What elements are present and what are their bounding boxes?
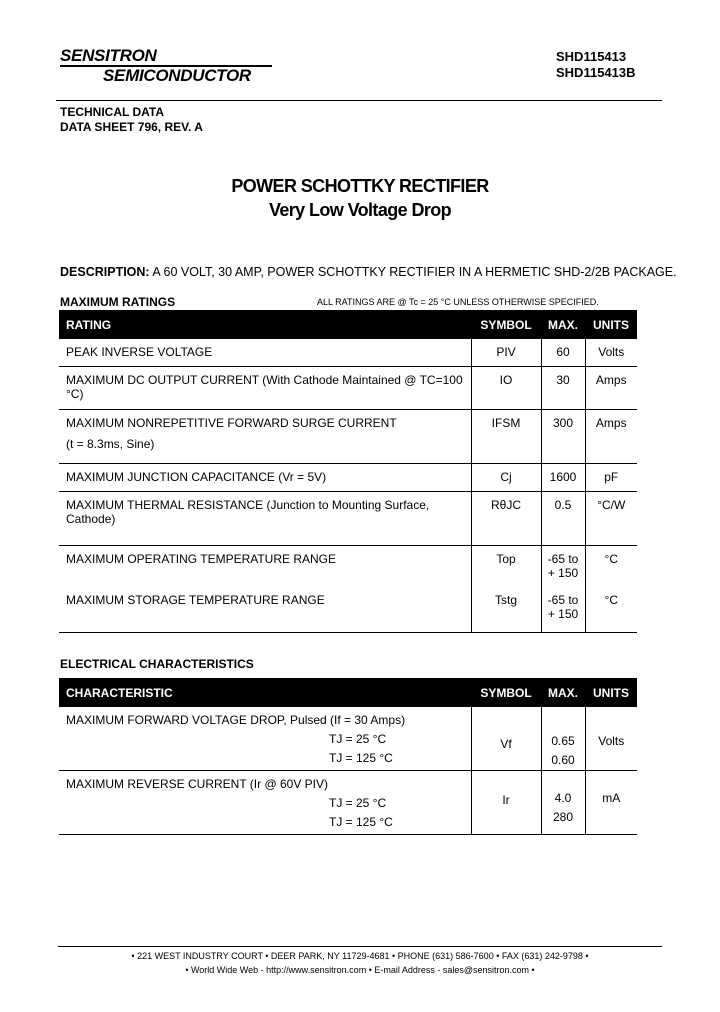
characteristic-cell [59, 770, 471, 834]
max-line-1: 0.65 [551, 734, 575, 748]
symbol-cell: RθJC [471, 491, 541, 545]
col-header-rating: RATING [59, 310, 471, 339]
table-row [59, 707, 637, 770]
col-header-units: UNITS [585, 310, 637, 339]
symbol-cell: Top [471, 545, 541, 587]
part-number-1: SHD115413 [556, 49, 627, 64]
max-cell: 30 [541, 366, 585, 409]
characteristic-label: MAXIMUM REVERSE CURRENT (Ir @ 60V PIV) [66, 776, 328, 791]
table-row [59, 366, 637, 409]
max-cell [541, 587, 585, 632]
company-name-line1: SENSITRON [60, 46, 157, 65]
max-line-1: -65 to [547, 593, 579, 607]
footer-address: • 221 WEST INDUSTRY COURT • DEER PARK, NY 11729-4681 • PHONE (631) 586-7600 • FAX (631) 242-9798 • [131, 951, 589, 961]
table-header-row [59, 678, 637, 707]
rating-cell: MAXIMUM OPERATING TEMPERATURE RANGE [66, 551, 337, 566]
max-line-1: -65 to [547, 551, 579, 566]
characteristic-label: MAXIMUM FORWARD VOLTAGE DROP, Pulsed (If = 30 Amps) [66, 713, 406, 727]
electrical-heading: ELECTRICAL CHARACTERISTICS [60, 657, 254, 671]
symbol-cell: Vf [471, 707, 541, 770]
table-row [59, 491, 637, 545]
units-cell: Volts [585, 707, 637, 770]
units-cell: °C/W [585, 491, 637, 545]
temp-condition-2: TJ = 125 °C [329, 751, 393, 765]
part-number-2: SHD115413B [556, 65, 636, 80]
temp-condition-2: TJ = 125 °C [329, 814, 393, 829]
symbol-cell: IFSM [471, 409, 541, 463]
symbol-cell: IO [471, 366, 541, 409]
description-text: A 60 VOLT, 30 AMP, POWER SCHOTTKY RECTIFIER IN A HERMETIC SHD-2/2B PACKAGE. [149, 265, 677, 279]
max-cell: 60 [541, 339, 585, 366]
units-cell: pF [585, 463, 637, 491]
company-name-line2: SEMICONDUCTOR [103, 66, 251, 85]
units-cell: Amps [585, 409, 637, 463]
max-cell [541, 707, 585, 770]
max-cell [541, 545, 585, 587]
table-row [59, 587, 637, 632]
footer-rule [58, 946, 662, 947]
description-label: DESCRIPTION: [60, 265, 150, 279]
rating-cell: PEAK INVERSE VOLTAGE [59, 339, 471, 366]
col-header-max: MAX. [541, 678, 585, 707]
symbol-cell: PIV [471, 339, 541, 366]
symbol-cell: Cj [471, 463, 541, 491]
max-ratings-table [59, 310, 637, 633]
symbol-cell: Ir [471, 770, 541, 834]
max-cell [541, 770, 585, 834]
max-line-2: + 150 [547, 607, 579, 621]
max-line-1: 4.0 [554, 790, 572, 805]
max-line-2: + 150 [547, 565, 579, 580]
max-cell: 1600 [541, 463, 585, 491]
units-cell: mA [585, 770, 637, 834]
document-subtitle: Very Low Voltage Drop [268, 200, 452, 220]
rating-cell: MAXIMUM JUNCTION CAPACITANCE (Vr = 5V) [59, 463, 471, 491]
max-line-2: 0.60 [551, 753, 575, 767]
temp-condition-1: TJ = 25 °C [329, 732, 387, 746]
rating-subtext: (t = 8.3ms, Sine) [66, 436, 155, 451]
temp-condition-1: TJ = 25 °C [329, 795, 387, 810]
ratings-note: ALL RATINGS ARE @ Tc = 25 °C UNLESS OTHERWISE SPECIFIED. [317, 297, 599, 307]
description [60, 265, 677, 279]
header-rule [56, 100, 662, 101]
max-cell: 300 [541, 409, 585, 463]
rating-cell [59, 409, 471, 463]
table-header-row [59, 310, 637, 339]
rating-cell: MAXIMUM THERMAL RESISTANCE (Junction to Mounting Surface, Cathode) [59, 491, 471, 545]
datasheet-revision: DATA SHEET 796, REV. A [60, 120, 203, 134]
footer-web: • World Wide Web - http://www.sensitron.com • E-mail Address - sales@sensitron.com • [185, 965, 535, 975]
rating-text: MAXIMUM NONREPETITIVE FORWARD SURGE CURRENT [66, 415, 397, 430]
table-row [59, 409, 637, 463]
col-header-characteristic: CHARACTERISTIC [59, 678, 471, 707]
max-ratings-heading: MAXIMUM RATINGS [60, 295, 176, 309]
characteristic-cell [59, 707, 471, 770]
units-cell: °C [585, 545, 637, 587]
max-line-2: 280 [552, 809, 574, 824]
table-row [59, 339, 637, 366]
technical-data-label: TECHNICAL DATA [60, 105, 164, 119]
col-header-units: UNITS [585, 678, 637, 707]
col-header-max: MAX. [541, 310, 585, 339]
table-row [59, 463, 637, 491]
max-cell: 0.5 [541, 491, 585, 545]
symbol-cell: Tstg [471, 587, 541, 632]
rating-cell: MAXIMUM STORAGE TEMPERATURE RANGE [59, 587, 471, 632]
col-header-symbol: SYMBOL [471, 310, 541, 339]
units-cell: °C [585, 587, 637, 632]
document-title: POWER SCHOTTKY RECTIFIER [231, 176, 489, 196]
rating-cell: MAXIMUM DC OUTPUT CURRENT (With Cathode Maintained @ TC=100 °C) [59, 366, 471, 409]
table-row [59, 770, 637, 834]
table-row [59, 545, 637, 587]
units-cell: Amps [585, 366, 637, 409]
col-header-symbol: SYMBOL [471, 678, 541, 707]
electrical-table [59, 678, 637, 835]
units-cell: Volts [585, 339, 637, 366]
